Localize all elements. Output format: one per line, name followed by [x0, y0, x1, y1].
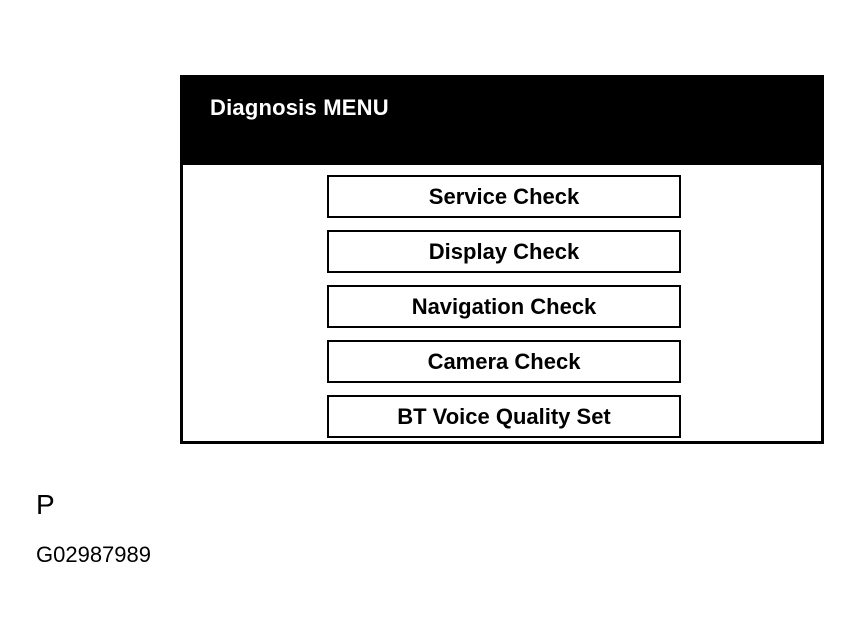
navigation-check-button[interactable]: Navigation Check — [327, 285, 681, 328]
diagnosis-menu — [327, 175, 681, 438]
service-check-button[interactable]: Service Check — [327, 175, 681, 218]
bt-voice-quality-set-button[interactable]: BT Voice Quality Set — [327, 395, 681, 438]
figure-letter: P — [36, 489, 55, 520]
screen-header — [183, 78, 821, 165]
diagnosis-screen — [180, 75, 824, 444]
screen-title: Diagnosis MENU — [210, 95, 389, 120]
display-check-button[interactable]: Display Check — [327, 230, 681, 273]
camera-check-button[interactable]: Camera Check — [327, 340, 681, 383]
figure-code: G02987989 — [36, 542, 151, 567]
